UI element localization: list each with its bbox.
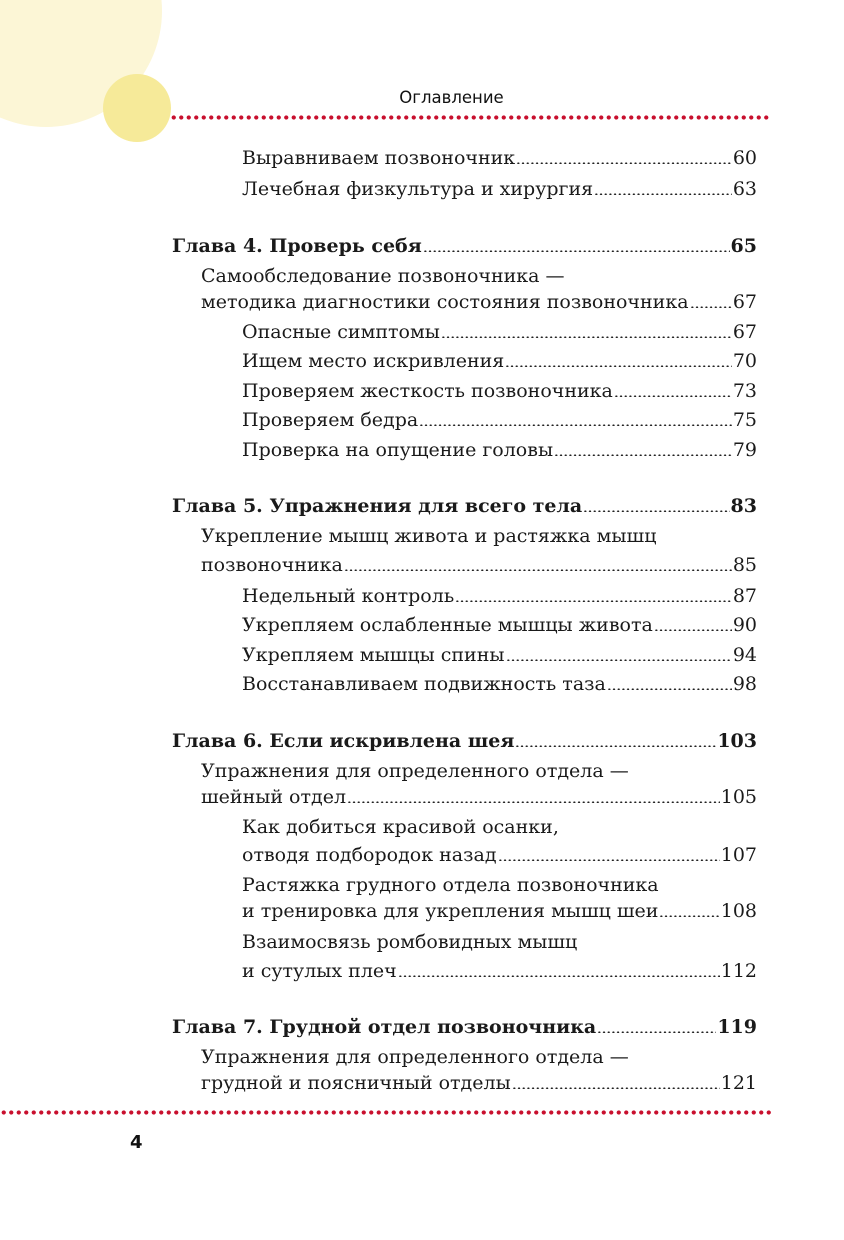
dot-leader <box>344 561 732 571</box>
dot-leader <box>498 851 720 861</box>
dot-leader <box>347 793 720 803</box>
toc-entry[interactable]: и сутулых плеч 112 <box>242 960 757 982</box>
dot-leader <box>659 907 719 917</box>
dot-leader <box>515 737 716 747</box>
dot-leader <box>554 446 732 456</box>
toc-entry-line: Упражнения для определенного отдела — <box>201 760 629 782</box>
page-number: 4 <box>130 1132 143 1153</box>
dot-leader <box>455 592 732 602</box>
toc-entry[interactable]: Недельный контроль 87 <box>242 585 757 607</box>
dot-leader <box>505 357 732 367</box>
toc-entry[interactable]: Восстанавливаем подвижность таза 98 <box>242 673 757 695</box>
footer-dotted-rule <box>0 1110 772 1115</box>
toc-entry-line: Растяжка грудного отдела позвоночника <box>242 874 659 896</box>
toc-entry[interactable]: Укрепляем ослабленные мышцы живота 90 <box>242 614 757 636</box>
dot-leader <box>512 1079 720 1089</box>
toc-entry-line: Самообследование позвоночника — <box>201 265 565 287</box>
toc-entry[interactable]: шейный отдел 105 <box>201 786 757 808</box>
toc-chapter-7[interactable]: Глава 7. Грудной отдел позвоночника 119 <box>172 1016 757 1038</box>
toc-entry[interactable]: Проверка на опущение головы 79 <box>242 439 757 461</box>
dot-leader <box>583 502 729 512</box>
toc-entry[interactable]: Проверяем жесткость позвоночника 73 <box>242 380 757 402</box>
dot-leader <box>398 967 720 977</box>
toc-entry-line: Как добиться красивой осанки, <box>242 816 559 838</box>
toc-entry-line: Взаимосвязь ромбовидных мышц <box>242 931 578 953</box>
toc-entry-line: Укрепление мышц живота и растяжка мышц <box>201 525 657 547</box>
header-dotted-rule <box>170 115 770 120</box>
toc-entry[interactable]: позвоночника 85 <box>201 554 757 576</box>
dot-leader <box>597 1023 716 1033</box>
dot-leader <box>594 185 732 195</box>
toc-entry[interactable]: Опасные симптомы 67 <box>242 321 757 343</box>
running-header: Оглавление <box>399 88 504 107</box>
toc-chapter-4[interactable]: Глава 4. Проверь себя 65 <box>172 235 757 257</box>
toc-entry[interactable]: Укрепляем мышцы спины 94 <box>242 644 757 666</box>
toc-chapter-6[interactable]: Глава 6. Если искривлена шея 103 <box>172 730 757 752</box>
toc-entry[interactable]: отводя подбородок назад 107 <box>242 844 757 866</box>
dot-leader <box>614 387 732 397</box>
toc-entry[interactable]: Лечебная физкультура и хирургия 63 <box>242 178 757 200</box>
toc-entry[interactable]: Ищем место искривления 70 <box>242 350 757 372</box>
dot-leader <box>441 328 732 338</box>
dot-leader <box>654 621 732 631</box>
decorative-circle-small <box>103 74 171 142</box>
toc-entry-line: Упражнения для определенного отдела — <box>201 1046 629 1068</box>
dot-leader <box>516 154 732 164</box>
dot-leader <box>690 298 732 308</box>
toc-entry[interactable]: и тренировка для укрепления мышц шеи 108 <box>242 900 757 922</box>
toc-entry[interactable]: методика диагностики состояния позвоночника 67 <box>201 291 757 313</box>
dot-leader <box>423 242 730 252</box>
dot-leader <box>607 680 732 690</box>
toc-entry[interactable]: грудной и поясничный отделы 121 <box>201 1072 757 1094</box>
toc-entry[interactable]: Проверяем бедра 75 <box>242 409 757 431</box>
toc-chapter-5[interactable]: Глава 5. Упражнения для всего тела 83 <box>172 495 757 517</box>
toc-entry[interactable]: Выравниваем позвоночник 60 <box>242 147 757 169</box>
dot-leader <box>419 416 732 426</box>
dot-leader <box>506 651 732 661</box>
